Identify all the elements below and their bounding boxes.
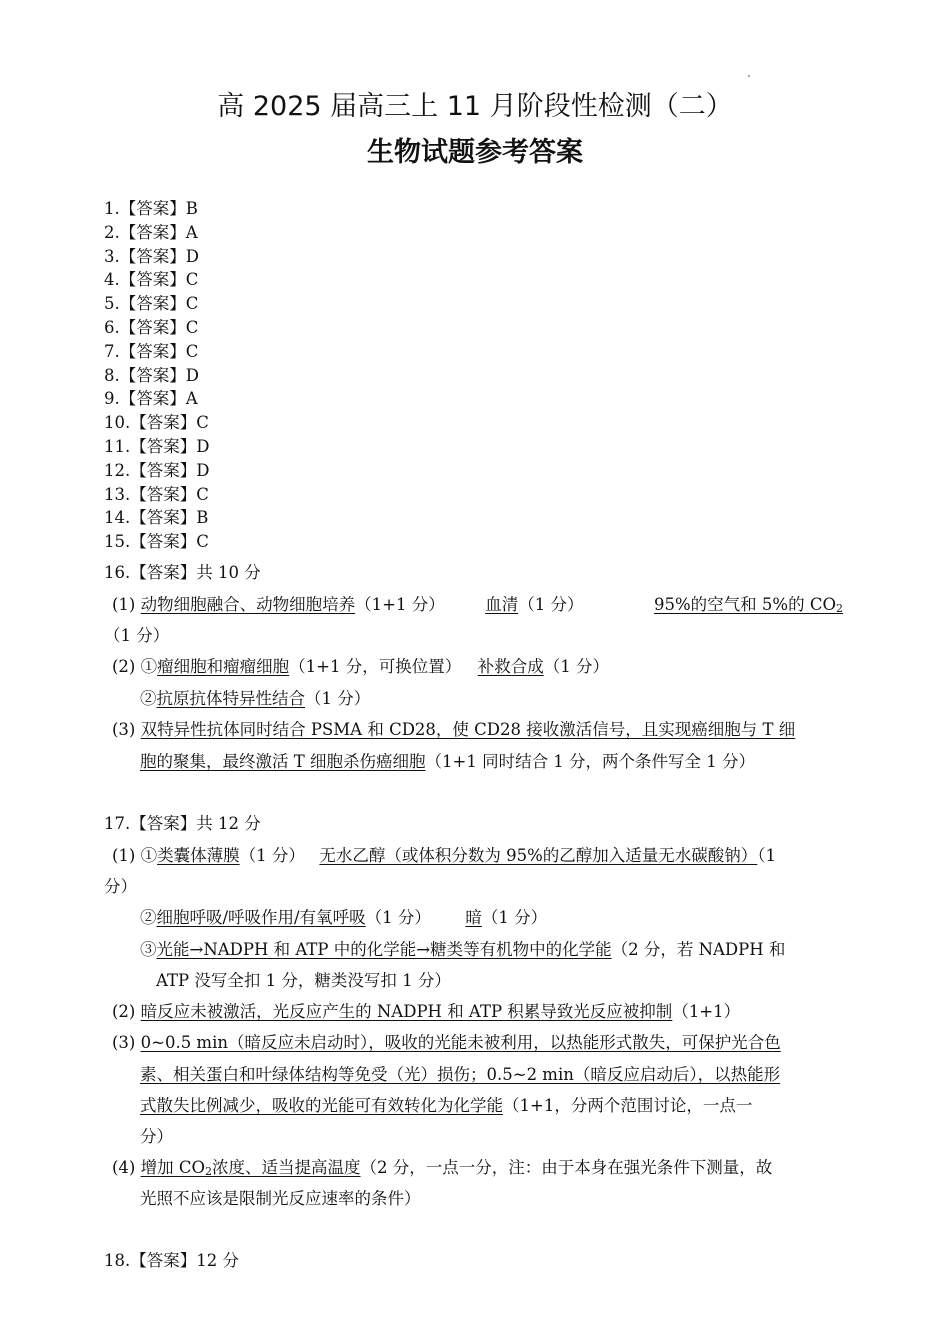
- answer-num: 8.: [104, 365, 120, 385]
- q17-p3-score: （1+1，分两个范围讨论，一点一: [503, 1096, 753, 1115]
- q17-p4-answer: 增加 $CO_2$浓度、适当提高温度: [140, 1158, 361, 1178]
- q17-p1-score-e-cont: ATP 没写全扣 1 分，糖类没写扣 1 分）: [156, 971, 451, 990]
- q17-p1-label: (1): [112, 846, 136, 865]
- q17-p3-answer-line2: 素、相关蛋白和叶绿体结构等免受（光）损伤；0.5~2 min（暗反应启动后），以热能形: [140, 1065, 781, 1084]
- q17-part2: [112, 1002, 740, 1022]
- answer-num: 13.: [104, 484, 131, 504]
- answer-val: D: [196, 437, 210, 456]
- answer-tag: 【答案】: [130, 484, 197, 504]
- q16-p1-score-a: （1+1 分）: [355, 595, 445, 614]
- q16-p3-score: （1+1 同时结合 1 分，两个条件写全 1 分）: [425, 752, 756, 771]
- answer-val: C: [185, 318, 199, 337]
- answer-num: 3.: [104, 246, 120, 266]
- q17-p1-score-c: （1 分）: [365, 908, 431, 927]
- answer-row: [104, 318, 198, 338]
- q17-p2-answer: 暗反应未被激活，光反应产生的 NADPH 和 ATP 积累导致光反应被抑制: [140, 1002, 673, 1021]
- answer-num: 4.: [104, 270, 120, 290]
- answer-num: 12.: [104, 460, 131, 480]
- answer-val: D: [196, 460, 210, 480]
- q16-part3-cont: [140, 752, 755, 772]
- answer-tag: 【答案】: [130, 508, 197, 528]
- q17-p1-score-b: （1: [757, 846, 777, 865]
- answer-tag: 【答案】: [119, 294, 186, 314]
- answer-val: C: [185, 270, 199, 290]
- answer-val: B: [185, 199, 198, 218]
- answer-row: [104, 437, 209, 457]
- q16-p1-answer-a: 动物细胞融合、动物细胞培养: [140, 595, 356, 614]
- answer-tag: 【答案】: [119, 318, 186, 337]
- answer-tag: 【答案】: [119, 222, 186, 242]
- answer-num: 9.: [104, 389, 120, 409]
- q17-part3: [112, 1033, 781, 1053]
- answer-row: [104, 342, 198, 362]
- q17-p1-score-e: （2 分，若 NADPH 和: [611, 940, 786, 959]
- q17-p4-score-cont: 光照不应该是限制光反应速率的条件）: [140, 1189, 421, 1208]
- answer-row: [104, 389, 198, 409]
- scan-dot: [748, 75, 750, 77]
- q16-header: 16.【答案】共 10 分: [104, 563, 261, 582]
- q16-part2-sub: ②抗原抗体特异性结合（1 分）: [140, 689, 371, 708]
- q17-part1-sub3: ③光能→NADPH 和 ATP 中的化学能→糖类等有机物中的化学能（2 分，若 NADPH 和: [140, 940, 786, 959]
- answer-num: 1.: [104, 199, 120, 218]
- answer-row: [104, 270, 198, 290]
- answer-num: 7.: [104, 341, 120, 361]
- answer-num: 5.: [104, 294, 120, 314]
- q17-part1-sub2: ②细胞呼吸/呼吸作用/有氧呼吸（1 分） 暗（1 分）: [140, 908, 548, 927]
- q17-p3-answer-line1: 0~0.5 min（暗反应未启动时），吸收的光能未被利用，以热能形式散失，可保护光合色: [140, 1033, 781, 1052]
- answer-tag: 【答案】: [130, 413, 197, 433]
- answer-row: [104, 413, 209, 433]
- answer-row: [104, 366, 199, 386]
- q16-part3: [112, 720, 795, 740]
- answer-row: [104, 508, 208, 528]
- q16-p2-answer-a: 瘤细胞和瘤瘤细胞: [157, 657, 290, 676]
- answer-val: C: [185, 294, 199, 314]
- q17-p2-score: （1+1）: [672, 1002, 741, 1021]
- answer-row: [104, 461, 209, 481]
- answer-row: [104, 532, 209, 552]
- q16-p1-answer-c: 95%的空气和 5%的 $CO_2$: [654, 595, 843, 615]
- q16-p2-answer-b: 补救合成: [477, 657, 544, 676]
- answer-tag: 【答案】: [130, 437, 197, 456]
- answer-row: [104, 485, 209, 505]
- q16-p3-answer-line1: 双特异性抗体同时结合 PSMA 和 CD28，使 CD28 接收激活信号，且实现癌细胞与 T 细: [140, 720, 796, 739]
- answer-num: 10.: [104, 413, 131, 433]
- q16-p3-label: (3): [112, 720, 136, 739]
- answer-val: A: [185, 222, 198, 242]
- q17-p1-answer-b: 无水乙醇（或体积分数为 95%的乙醇加入适量无水碳酸钠）: [319, 846, 758, 865]
- q17-part1: (1) ①类囊体薄膜（1 分） 无水乙醇（或体积分数为 95%的乙醇加入适量无水碳酸钠）（1: [112, 846, 777, 865]
- answer-num: 11.: [104, 437, 131, 456]
- answer-num: 6.: [104, 318, 120, 337]
- answer-row: [104, 223, 198, 243]
- q17-p1-score-b-cont: 分）: [104, 877, 137, 896]
- q17-p1-answer-a: 类囊体薄膜: [157, 846, 240, 865]
- answer-tag: 【答案】: [119, 270, 186, 290]
- q17-p1-answer-c: 细胞呼吸/呼吸作用/有氧呼吸: [156, 908, 366, 927]
- q17-p4-label: (4): [112, 1158, 136, 1177]
- page-title: 高 2025 届高三上 11 月阶段性检测（二）: [217, 91, 733, 122]
- q16-part1: [112, 595, 583, 615]
- q17-p3-answer-line3: 式散失比例减少，吸收的光能可有效转化为化学能: [140, 1096, 503, 1115]
- q16-p1-score-b: （1 分）: [518, 595, 584, 614]
- answer-tag: 【答案】: [119, 246, 186, 266]
- q17-part4: [112, 1158, 772, 1178]
- q16-p2-answer-c: 抗原抗体特异性结合: [156, 689, 305, 708]
- q16-p2-label: (2): [112, 657, 136, 676]
- q17-p1-score-d: （1 分）: [481, 908, 548, 927]
- q17-p1-answer-d: 暗: [465, 908, 482, 927]
- q17-part3-cont: [140, 1096, 752, 1116]
- answer-num: 14.: [104, 508, 131, 528]
- answer-tag: 【答案】: [119, 199, 186, 218]
- answer-row: [104, 247, 199, 267]
- answer-num: 2.: [104, 222, 120, 242]
- q17-p3-label: (3): [112, 1033, 136, 1052]
- answer-val: A: [185, 389, 198, 409]
- q17-p2-label: (2): [112, 1002, 136, 1021]
- q17-p1-answer-e: 光能→NADPH 和 ATP 中的化学能→糖类等有机物中的化学能: [156, 940, 612, 959]
- q16-part2: (2) ①瘤细胞和瘤瘤细胞（1+1 分，可换位置） 补救合成（1 分）: [112, 657, 609, 676]
- q16-p1-answer-b: 血清: [485, 595, 519, 614]
- answer-val: C: [196, 484, 209, 504]
- q16-p1-score-c: （1 分）: [104, 626, 170, 645]
- answer-val: C: [196, 413, 209, 433]
- answer-val: C: [196, 532, 209, 552]
- answer-tag: 【答案】: [130, 460, 197, 480]
- q16-p2-score-b: （1 分）: [543, 657, 609, 676]
- q17-p3-score-cont: 分）: [140, 1127, 173, 1146]
- answer-val: B: [196, 508, 209, 528]
- answer-tag: 【答案】: [130, 532, 197, 552]
- answer-val: C: [185, 341, 199, 361]
- answer-val: D: [185, 365, 199, 385]
- q18-header: 18.【答案】12 分: [104, 1251, 239, 1270]
- answer-row: [104, 199, 198, 219]
- answer-num: 15.: [104, 532, 131, 552]
- q17-header: 17.【答案】共 12 分: [104, 814, 261, 833]
- q17-p1-score-a: （1 分）: [239, 846, 305, 865]
- q16-p2-score-a: （1+1 分，可换位置）: [289, 657, 462, 676]
- answer-row: [104, 294, 198, 314]
- q16-p3-answer-line2: 胞的聚集，最终激活 T 细胞杀伤癌细胞: [140, 752, 426, 771]
- answer-tag: 【答案】: [119, 389, 186, 409]
- answer-val: D: [185, 246, 199, 266]
- answer-tag: 【答案】: [119, 341, 186, 361]
- q16-p2-score-c: （1 分）: [305, 689, 371, 708]
- page-subtitle: 生物试题参考答案: [367, 137, 583, 168]
- q17-p4-score: （2 分，一点一分，注：由于本身在强光条件下测量，故: [360, 1158, 773, 1177]
- answer-tag: 【答案】: [119, 365, 186, 385]
- q16-p1-label: (1): [112, 595, 136, 614]
